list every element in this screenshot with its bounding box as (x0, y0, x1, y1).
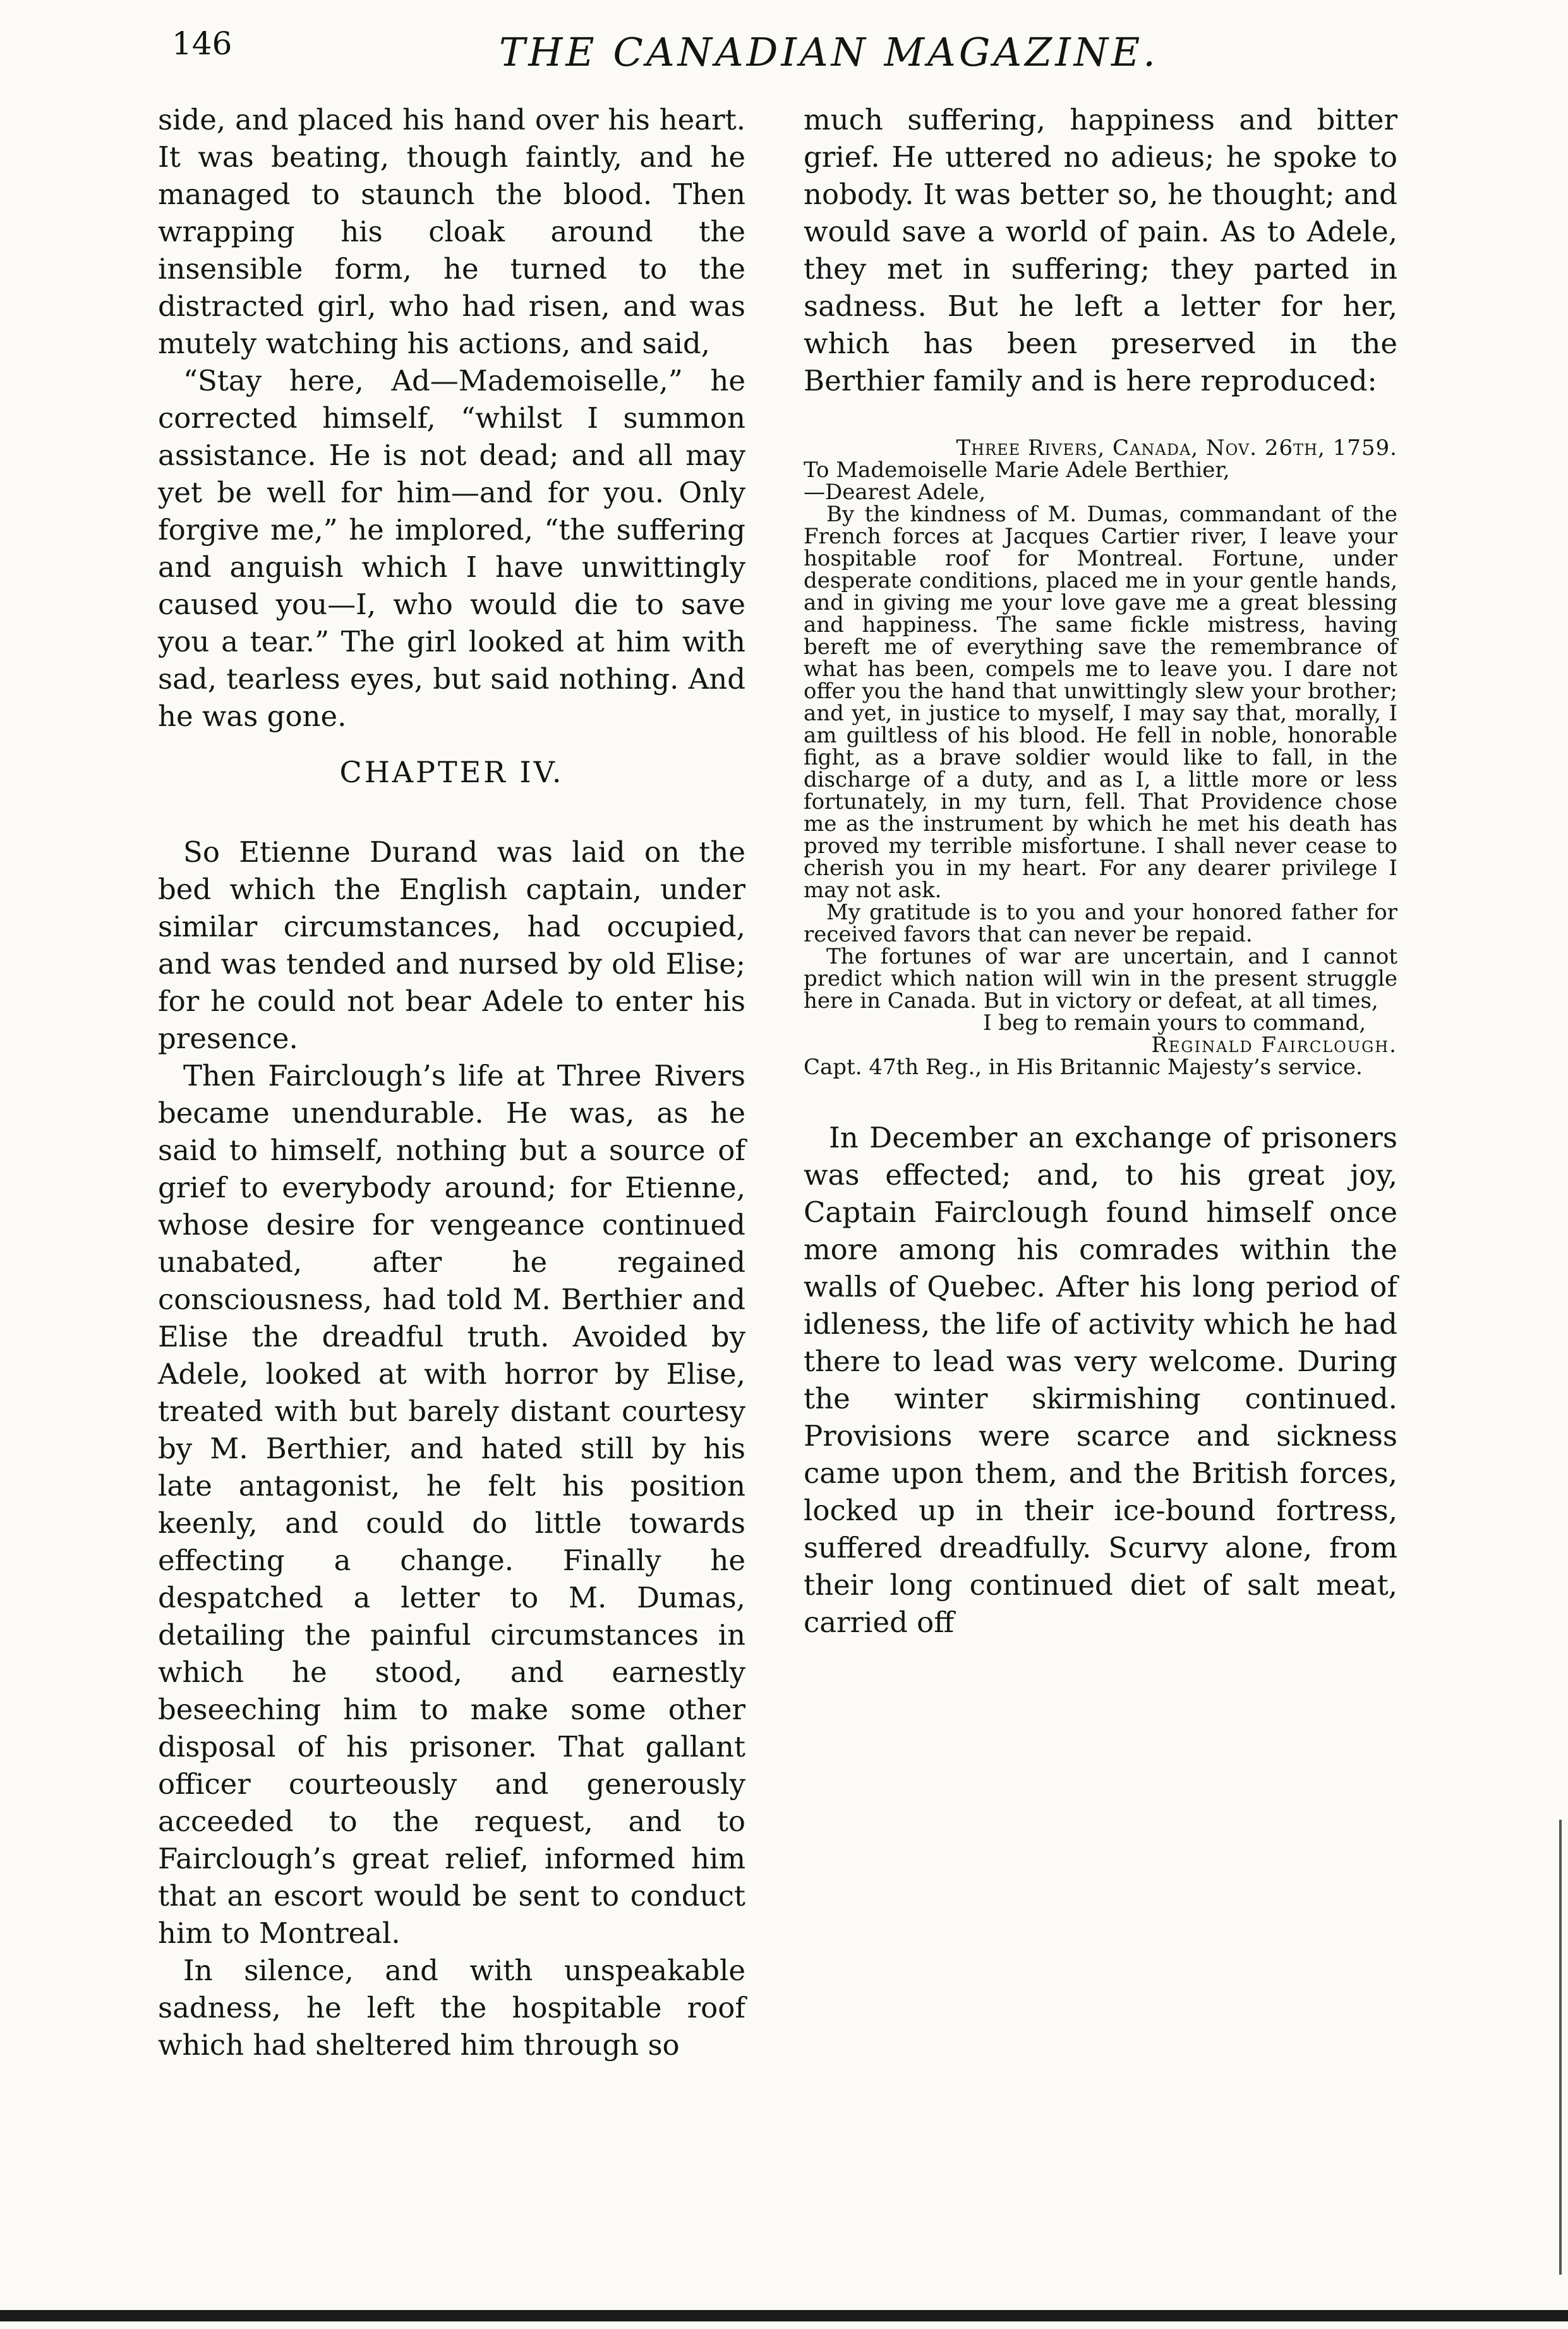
letter-paragraph: My gratitude is to you and your honored father for received favors that can never be repaid. (804, 900, 1397, 947)
paragraph: In December an exchange of prisoners was effected; and, to his great joy, Captain Fairclough found himself once more among his comrades within the walls of Quebec. After his long period of idleness, the life of activity which he had there to lead was very welcome. During the winter skirmishing continued. Provisions were scarce and sickness came upon them, and the British forces, locked up in their ice-bound fortress, suffered dreadfully. Scurvy alone, from their long continued diet of salt meat, carried off (804, 1121, 1397, 1639)
paragraph: So Etienne Durand was laid on the bed which the English captain, under similar circumstances, had occupied, and was tended and nursed by old Elise; for he could not bear Adele to enter his presence. (158, 835, 745, 1055)
letter-addressee: To Mademoiselle Marie Adele Berthier, (804, 457, 1230, 483)
letter (804, 437, 1397, 1079)
running-head: THE CANADIAN MAGAZINE. (499, 29, 1159, 75)
paragraph: much suffering, happiness and bitter grief. He uttered no adieus; he spoke to nobody. It was better so, he thought; and would save a world of pain. As to Adele, they met in suffering; they parted in sadness. But he left a letter for her, which has been preserved in the Berthier family and is here reproduced: (804, 103, 1397, 397)
page-number: 146 (172, 25, 232, 62)
letter-signature: Reginald Fairclough. (1151, 1032, 1397, 1058)
letter-paragraph: The fortunes of war are uncertain, and I cannot predict which nation will win in the present struggle here in Canada. But in victory or defeat, at all times, (804, 944, 1397, 1013)
letter-rank: Capt. 47th Reg., in His Britannic Majesty’s service. (804, 1055, 1363, 1080)
paragraph: “Stay here, Ad—Mademoiselle,” he corrected himself, “whilst I summon assistance. He is not dead; and all may yet be well for him—and for you. Only forgive me,” he implored, “the suffering and anguish which I have unwittingly caused you—I, who would die to save you a tear.” The girl looked at him with sad, tearless eyes, but said nothing. And he was gone. (158, 364, 745, 733)
letter-salutation: —Dearest Adele, (804, 480, 986, 505)
letter-heading: Three Rivers, Canada, Nov. 26th, 1759. (956, 435, 1397, 461)
page-edge-mark (1559, 1820, 1562, 2275)
paragraph: In silence, and with unspeakable sadness, he left the hospitable roof which had sheltered him through so (158, 1954, 745, 2062)
bottom-rule (0, 2310, 1568, 2321)
paragraph: side, and placed his hand over his heart. It was beating, though faintly, and he managed to staunch the blood. Then wrapping his cloak around the insensible form, he turned to the distracted girl, who had risen, and was mutely watching his actions, and said, (158, 103, 745, 360)
letter-closing: I beg to remain yours to command, (983, 1010, 1366, 1036)
letter-paragraph: By the kindness of M. Dumas, commandant of the French forces at Jacques Cartier river, I leave your hospitable roof for Montreal. Fortune, under desperate conditions, placed me in your gentle hands, and in giving me your love gave me a great blessing and happiness. The same fickle mistress, having bereft me of everything save the remembrance of what has been, compels me to leave you. I dare not offer you the hand that unwittingly slew your brother; and yet, in justice to myself, I may say that, morally, I am guiltless of his blood. He fell in noble, honorable fight, as a brave soldier would like to fall, in the discharge of a duty, and as I, a little more or less fortunately, in my turn, fell. That Providence chose me as the instrument by which he met his death has proved my terrible misfortune. I shall never cease to cherish you in my heart. For any dearer privilege I may not ask. (804, 502, 1397, 903)
left-column (158, 101, 745, 2064)
right-column (804, 101, 1397, 1641)
paragraph: Then Fairclough’s life at Three Rivers became unendurable. He was, as he said to himself, nothing but a source of grief to everybody around; for Etienne, whose desire for vengeance continued unabated, after he regained consciousness, had told M. Berthier and Elise the dreadful truth. Avoided by Adele, looked at with horror by Elise, treated with but barely distant courtesy by M. Berthier, and hated still by his late antagonist, he felt his position keenly, and could do little towards effecting a change. Finally he despatched a letter to M. Dumas, detailing the painful circumstances in which he stood, and earnestly beseeching him to make some other disposal of his prisoner. That gallant officer courteously and generously acceeded to the request, and to Fairclough’s great relief, informed him that an escort would be sent to conduct him to Montreal. (158, 1059, 745, 1950)
chapter-heading: CHAPTER IV. (339, 755, 564, 789)
